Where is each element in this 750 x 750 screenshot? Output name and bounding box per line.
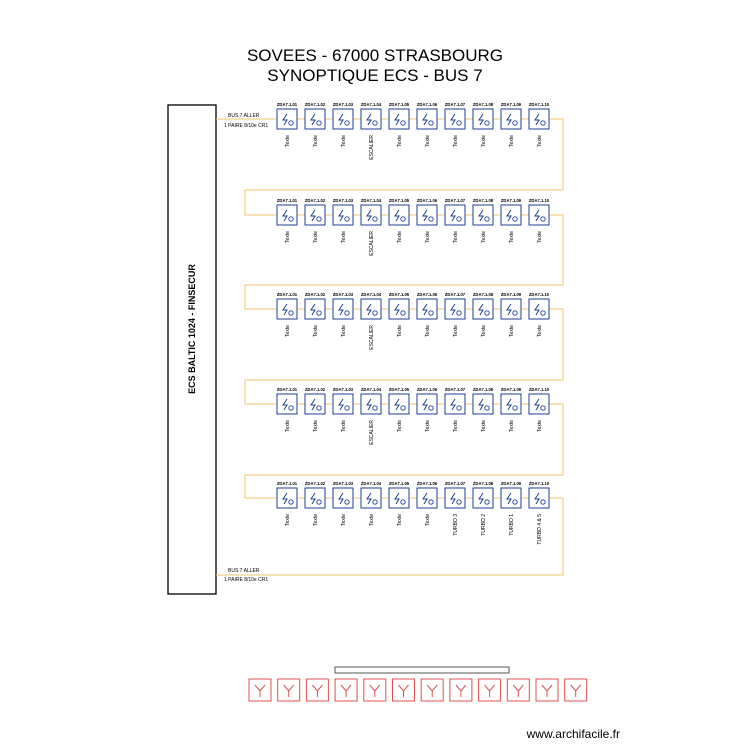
device-zone-label: Texte xyxy=(285,325,291,337)
detector-device[interactable] xyxy=(529,481,550,545)
device-zone-label: TURBO 1 xyxy=(509,514,515,536)
device-box xyxy=(333,394,353,414)
device-box xyxy=(473,394,493,414)
device-zone-label: Texte xyxy=(285,231,291,243)
device-box xyxy=(277,394,297,414)
device-zone-label: Texte xyxy=(509,231,515,243)
device-box xyxy=(389,394,409,414)
detector-device[interactable] xyxy=(277,292,298,337)
device-id: ZDA7.1.08 xyxy=(472,198,494,203)
detector-device[interactable] xyxy=(417,292,438,337)
device-id: ZDA7.1.06 xyxy=(416,481,438,486)
device-zone-label: Texte xyxy=(425,135,431,147)
device-box xyxy=(389,109,409,129)
device-box xyxy=(417,488,437,508)
device-zone-label: Texte xyxy=(313,135,319,147)
device-zone-label: Texte xyxy=(537,135,543,147)
detector-device[interactable] xyxy=(529,198,550,243)
device-zone-label: Texte xyxy=(397,325,403,337)
device-box xyxy=(305,109,325,129)
device-id: ZDA7.1.04 xyxy=(360,387,382,392)
device-box xyxy=(389,488,409,508)
device-box xyxy=(445,488,465,508)
detector-device[interactable] xyxy=(445,481,466,536)
device-zone-label: Texte xyxy=(313,231,319,243)
device-id: ZDA7.1.02 xyxy=(304,481,326,486)
detector-device[interactable] xyxy=(417,387,438,432)
detector-device[interactable] xyxy=(473,481,494,536)
detector-device[interactable] xyxy=(277,198,298,243)
detector-device[interactable] xyxy=(529,387,550,432)
device-zone-label: ESCALIER xyxy=(369,325,375,350)
device-id: ZDA7.1.05 xyxy=(388,198,410,203)
detector-device[interactable] xyxy=(361,102,382,160)
device-rows xyxy=(277,102,550,545)
device-zone-label: Texte xyxy=(341,325,347,337)
device-zone-label: TURBO 3 xyxy=(453,514,459,536)
device-box xyxy=(305,488,325,508)
device-box xyxy=(529,109,549,129)
detector-device[interactable] xyxy=(389,481,410,526)
device-id: ZDA7.1.02 xyxy=(304,292,326,297)
device-id: ZDA7.1.05 xyxy=(388,387,410,392)
device-box xyxy=(417,109,437,129)
device-id: ZDA7.1.06 xyxy=(416,102,438,107)
bus-bottom-label: BUS 7 ALLER xyxy=(228,568,260,574)
device-box xyxy=(529,394,549,414)
device-box xyxy=(333,299,353,319)
device-id: ZDA7.1.09 xyxy=(500,292,522,297)
device-zone-label: Texte xyxy=(425,231,431,243)
detector-device[interactable] xyxy=(473,102,494,147)
device-box xyxy=(529,299,549,319)
device-id: ZDA7.1.03 xyxy=(332,292,354,297)
device-zone-label: Texte xyxy=(537,325,543,337)
diagram-title-line2: SYNOPTIQUE ECS - BUS 7 xyxy=(267,66,483,85)
device-box xyxy=(445,394,465,414)
detector-device[interactable] xyxy=(501,198,522,243)
device-id: ZDA7.1.10 xyxy=(528,387,550,392)
device-zone-label: Texte xyxy=(481,135,487,147)
device-id: ZDA7.1.10 xyxy=(528,102,550,107)
detector-device[interactable] xyxy=(305,198,326,243)
device-zone-label: Texte xyxy=(285,514,291,526)
y-junction-icon[interactable] xyxy=(479,679,501,701)
device-id: ZDA7.1.04 xyxy=(360,292,382,297)
device-id: ZDA7.1.09 xyxy=(500,198,522,203)
device-id: ZDA7.1.04 xyxy=(360,481,382,486)
device-box xyxy=(305,299,325,319)
device-box xyxy=(389,205,409,225)
device-zone-label: ESCALIER xyxy=(369,135,375,160)
device-zone-label: Texte xyxy=(453,135,459,147)
device-box xyxy=(417,205,437,225)
detector-device[interactable] xyxy=(333,481,354,526)
device-zone-label: Texte xyxy=(313,514,319,526)
device-box xyxy=(473,205,493,225)
device-box xyxy=(277,488,297,508)
device-id: ZDA7.1.04 xyxy=(360,102,382,107)
device-box xyxy=(361,394,381,414)
device-id: ZDA7.1.09 xyxy=(500,102,522,107)
device-zone-label: Texte xyxy=(285,420,291,432)
detector-device[interactable] xyxy=(445,387,466,432)
detector-device[interactable] xyxy=(473,198,494,243)
y-junction-icon[interactable] xyxy=(450,679,472,701)
detector-device[interactable] xyxy=(277,481,298,526)
watermark: www.archifacile.fr xyxy=(526,727,620,741)
detector-device[interactable] xyxy=(445,292,466,337)
device-id: ZDA7.1.01 xyxy=(276,292,298,297)
device-id: ZDA7.1.09 xyxy=(500,387,522,392)
device-box xyxy=(529,205,549,225)
detector-device[interactable] xyxy=(277,102,298,147)
device-zone-label: Texte xyxy=(425,325,431,337)
device-id: ZDA7.1.04 xyxy=(360,198,382,203)
device-id: ZDA7.1.07 xyxy=(444,387,466,392)
device-zone-label: Texte xyxy=(537,420,543,432)
detector-device[interactable] xyxy=(445,198,466,243)
control-panel-label: ECS BALTIC 1024 - FINSECUR xyxy=(187,264,197,394)
detector-device[interactable] xyxy=(473,387,494,432)
detector-device[interactable] xyxy=(473,292,494,337)
detector-device[interactable] xyxy=(445,102,466,147)
detector-device[interactable] xyxy=(529,102,550,147)
y-junction-icon[interactable] xyxy=(565,679,587,701)
detector-device[interactable] xyxy=(501,481,522,536)
detector-device[interactable] xyxy=(389,198,410,243)
device-id: ZDA7.1.01 xyxy=(276,481,298,486)
detector-device[interactable] xyxy=(389,387,410,432)
device-zone-label: Texte xyxy=(425,514,431,526)
device-box xyxy=(501,205,521,225)
device-row xyxy=(277,387,550,445)
y-junction-icon[interactable] xyxy=(249,679,271,701)
device-row xyxy=(277,292,550,350)
device-box xyxy=(333,109,353,129)
device-zone-label: TURBO 4 & 5 xyxy=(537,514,543,545)
detector-device[interactable] xyxy=(333,387,354,432)
device-id: ZDA7.1.01 xyxy=(276,102,298,107)
device-zone-label: Texte xyxy=(341,420,347,432)
detector-device[interactable] xyxy=(305,387,326,432)
detector-device[interactable] xyxy=(417,198,438,243)
detector-device[interactable] xyxy=(501,102,522,147)
device-id: ZDA7.1.03 xyxy=(332,481,354,486)
device-id: ZDA7.1.07 xyxy=(444,198,466,203)
detector-device[interactable] xyxy=(305,481,326,526)
device-id: ZDA7.1.10 xyxy=(528,198,550,203)
detector-device[interactable] xyxy=(389,292,410,337)
device-box xyxy=(445,299,465,319)
device-zone-label: Texte xyxy=(453,325,459,337)
device-zone-label: Texte xyxy=(453,231,459,243)
device-zone-label: Texte xyxy=(397,420,403,432)
device-id: ZDA7.1.08 xyxy=(472,292,494,297)
device-box xyxy=(501,394,521,414)
device-box xyxy=(333,488,353,508)
device-id: ZDA7.1.10 xyxy=(528,292,550,297)
device-box xyxy=(305,205,325,225)
y-junction-icon[interactable] xyxy=(278,679,300,701)
device-row xyxy=(277,481,550,545)
device-id: ZDA7.1.07 xyxy=(444,292,466,297)
bottom-bar xyxy=(335,667,509,673)
device-box xyxy=(277,299,297,319)
device-id: ZDA7.1.01 xyxy=(276,198,298,203)
device-id: ZDA7.1.09 xyxy=(500,481,522,486)
device-box xyxy=(445,109,465,129)
detector-device[interactable] xyxy=(361,481,382,526)
detector-device[interactable] xyxy=(417,102,438,147)
detector-device[interactable] xyxy=(529,292,550,337)
device-box xyxy=(333,205,353,225)
device-box xyxy=(417,299,437,319)
device-zone-label: Texte xyxy=(453,420,459,432)
device-id: ZDA7.1.08 xyxy=(472,387,494,392)
detector-device[interactable] xyxy=(361,198,382,256)
device-box xyxy=(389,299,409,319)
device-box xyxy=(501,299,521,319)
device-box xyxy=(361,109,381,129)
detector-device[interactable] xyxy=(305,292,326,337)
device-zone-label: Texte xyxy=(509,420,515,432)
device-zone-label: Texte xyxy=(341,514,347,526)
device-zone-label: Texte xyxy=(481,325,487,337)
device-box xyxy=(473,299,493,319)
device-box xyxy=(529,488,549,508)
detector-device[interactable] xyxy=(389,102,410,147)
device-id: ZDA7.1.02 xyxy=(304,387,326,392)
device-zone-label: Texte xyxy=(481,231,487,243)
device-id: ZDA7.1.02 xyxy=(304,198,326,203)
device-box xyxy=(473,488,493,508)
y-junction-icon[interactable] xyxy=(306,679,328,701)
y-junction-icon[interactable] xyxy=(536,679,558,701)
bus-bottom-cable: 1 PAIRE 8/10e CR1 xyxy=(224,577,269,583)
device-id: ZDA7.1.05 xyxy=(388,102,410,107)
device-id: ZDA7.1.06 xyxy=(416,198,438,203)
device-zone-label: Texte xyxy=(425,420,431,432)
device-zone-label: Texte xyxy=(509,135,515,147)
device-id: ZDA7.1.03 xyxy=(332,198,354,203)
device-id: ZDA7.1.01 xyxy=(276,387,298,392)
device-box xyxy=(361,488,381,508)
bottom-symbol-strip xyxy=(249,679,587,701)
detector-device[interactable] xyxy=(305,102,326,147)
device-zone-label: Texte xyxy=(341,135,347,147)
device-zone-label: Texte xyxy=(397,135,403,147)
device-zone-label: TURBO 2 xyxy=(481,514,487,536)
device-id: ZDA7.1.05 xyxy=(388,292,410,297)
device-row xyxy=(277,198,550,256)
bus-top-cable: 1 PAIRE 8/10e CR1 xyxy=(224,123,269,129)
device-box xyxy=(501,488,521,508)
device-box xyxy=(277,109,297,129)
device-box xyxy=(417,394,437,414)
device-zone-label: Texte xyxy=(313,420,319,432)
device-box xyxy=(445,205,465,225)
device-box xyxy=(305,394,325,414)
y-junction-icon[interactable] xyxy=(421,679,443,701)
device-id: ZDA7.1.08 xyxy=(472,102,494,107)
diagram-title-line1: SOVEES - 67000 STRASBOURG xyxy=(246,46,504,65)
device-zone-label: Texte xyxy=(481,420,487,432)
device-box xyxy=(473,109,493,129)
device-id: ZDA7.1.06 xyxy=(416,292,438,297)
bus-top-label: BUS 7 ALLER xyxy=(228,113,260,119)
device-zone-label: ESCALIER xyxy=(369,420,375,445)
device-row xyxy=(277,102,550,160)
device-zone-label: Texte xyxy=(341,231,347,243)
detector-device[interactable] xyxy=(333,102,354,147)
device-id: ZDA7.1.02 xyxy=(304,102,326,107)
device-id: ZDA7.1.03 xyxy=(332,387,354,392)
device-id: ZDA7.1.07 xyxy=(444,102,466,107)
detector-device[interactable] xyxy=(333,292,354,337)
device-box xyxy=(361,299,381,319)
detector-device[interactable] xyxy=(333,198,354,243)
detector-device[interactable] xyxy=(361,387,382,445)
device-box xyxy=(361,205,381,225)
y-junction-icon[interactable] xyxy=(364,679,386,701)
device-zone-label: ESCALIER xyxy=(369,231,375,256)
device-zone-label: Texte xyxy=(285,135,291,147)
detector-device[interactable] xyxy=(417,481,438,526)
device-zone-label: Texte xyxy=(397,514,403,526)
detector-device[interactable] xyxy=(501,292,522,337)
device-box xyxy=(277,205,297,225)
y-junction-icon[interactable] xyxy=(507,679,529,701)
detector-device[interactable] xyxy=(501,387,522,432)
device-id: ZDA7.1.06 xyxy=(416,387,438,392)
device-zone-label: Texte xyxy=(537,231,543,243)
y-junction-icon[interactable] xyxy=(335,679,357,701)
device-zone-label: Texte xyxy=(397,231,403,243)
device-zone-label: Texte xyxy=(369,514,375,526)
device-id: ZDA7.1.10 xyxy=(528,481,550,486)
y-junction-icon[interactable] xyxy=(393,679,415,701)
device-box xyxy=(501,109,521,129)
detector-device[interactable] xyxy=(361,292,382,350)
device-id: ZDA7.1.07 xyxy=(444,481,466,486)
device-id: ZDA7.1.05 xyxy=(388,481,410,486)
device-zone-label: Texte xyxy=(313,325,319,337)
device-id: ZDA7.1.08 xyxy=(472,481,494,486)
detector-device[interactable] xyxy=(277,387,298,432)
device-zone-label: Texte xyxy=(509,325,515,337)
device-id: ZDA7.1.03 xyxy=(332,102,354,107)
